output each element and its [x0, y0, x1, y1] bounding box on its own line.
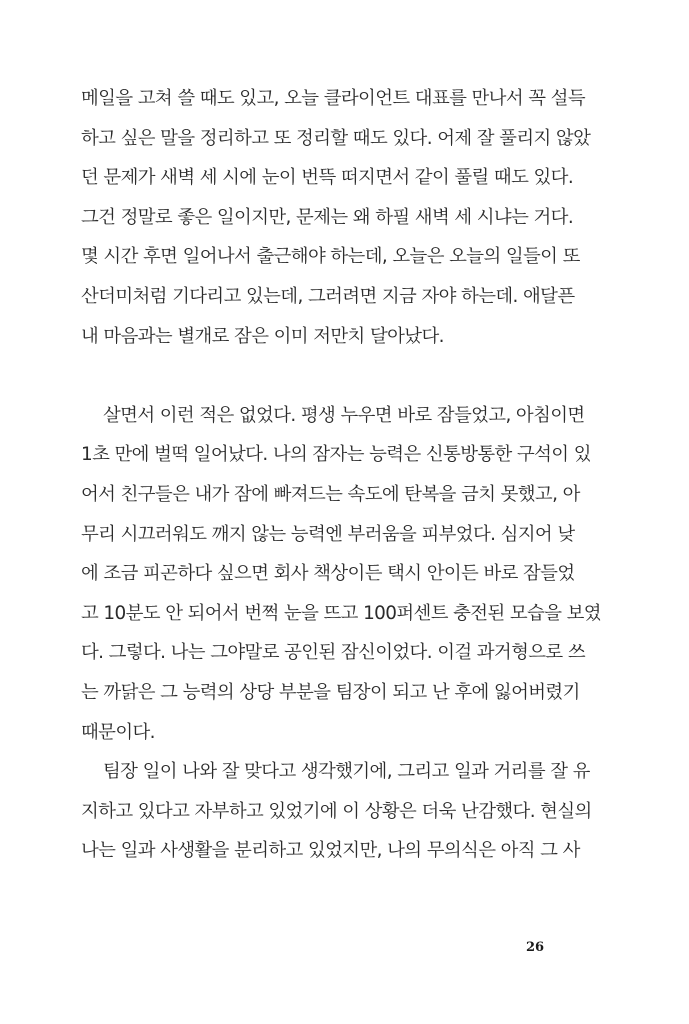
text-line: 팀장 일이 나와 잘 맞다고 생각했기에, 그리고 일과 거리를 잘 유 [103, 761, 590, 783]
text-line: 때문이다. [81, 721, 155, 743]
text-line: 하고 싶은 말을 정리하고 또 정리할 때도 있다. 어제 잘 풀리지 않았 [81, 127, 591, 149]
text-line: 살면서 이런 적은 없었다. 평생 누우면 바로 잠들었고, 아침이면 [103, 404, 585, 426]
page-number: 26 [526, 940, 545, 955]
text-line: 그건 정말로 좋은 일이지만, 문제는 왜 하필 새벽 세 시냐는 거다. [81, 206, 574, 228]
text-line: 다. 그렇다. 나는 그야말로 공인된 잠신이었다. 이걸 과거형으로 쓰 [81, 642, 586, 664]
text-line: 몇 시간 후면 일어나서 출근해야 하는데, 오늘은 오늘의 일들이 또 [81, 246, 580, 268]
text-line: 1초 만에 벌떡 일어났다. 나의 잠자는 능력은 신통방통한 구석이 있 [81, 444, 591, 466]
paragraph-1 [81, 79, 591, 356]
text-line: 산더미처럼 기다리고 있는데, 그러려면 지금 자야 하는데. 애달픈 [81, 285, 575, 307]
text-line: 던 문제가 새벽 세 시에 눈이 번뜩 떠지면서 같이 풀릴 때도 있다. [81, 167, 574, 189]
paragraph-2 [81, 396, 601, 752]
text-line: 나는 일과 사생활을 분리하고 있었지만, 나의 무의식은 아직 그 사 [81, 840, 580, 862]
text-line: 에 조금 피곤하다 싶으면 회사 책상이든 택시 안이든 바로 잠들었 [81, 563, 575, 585]
text-line: 는 까닭은 그 능력의 상당 부분을 팀장이 되고 난 후에 잃어버렸기 [81, 681, 580, 703]
text-line: 메일을 고쳐 쓸 때도 있고, 오늘 클라이언트 대표를 만나서 꼭 설득 [81, 88, 586, 109]
paragraph-spacer [81, 356, 559, 396]
body-text [81, 79, 601, 871]
text-line: 내 마음과는 별개로 잠은 이미 저만치 달아났다. [81, 325, 444, 347]
text-line: 고 10분도 안 되어서 번쩍 눈을 뜨고 100퍼센트 충전된 모습을 보였 [81, 602, 601, 624]
text-line: 지하고 있다고 자부하고 있었기에 이 상황은 더욱 난감했다. 현실의 [81, 800, 592, 822]
text-line: 어서 친구들은 내가 잠에 빠져드는 속도에 탄복을 금치 못했고, 아 [81, 483, 580, 505]
text-line: 무리 시끄러워도 깨지 않는 능력엔 부러움을 피부었다. 심지어 낮 [81, 523, 575, 545]
paragraph-3 [81, 752, 592, 871]
